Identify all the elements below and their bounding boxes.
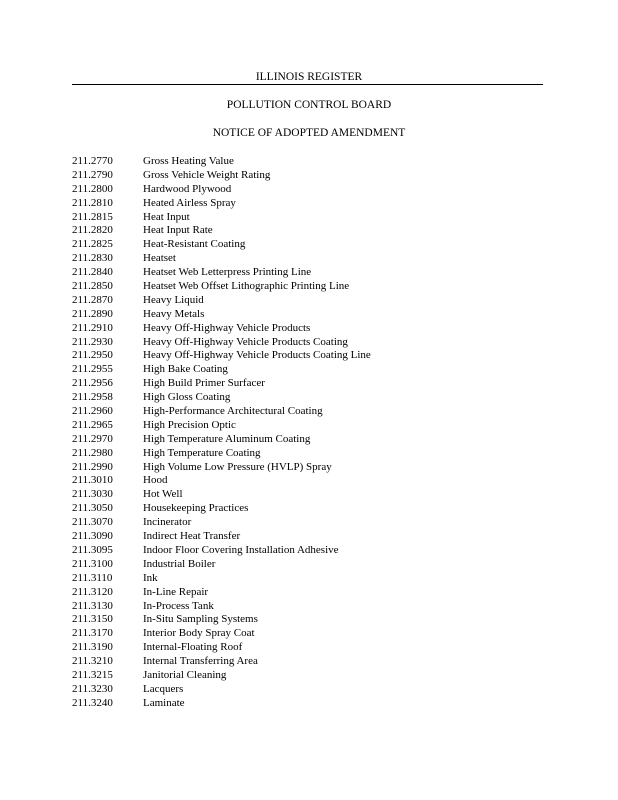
- section-entry: [72, 377, 371, 391]
- section-term: High Temperature Aluminum Coating: [143, 432, 311, 445]
- section-entry: [72, 447, 371, 461]
- section-term: Lacquers: [143, 682, 184, 695]
- section-entry: [72, 308, 371, 322]
- section-entry: [72, 572, 371, 586]
- section-term: Indoor Floor Covering Installation Adhesive: [143, 543, 339, 556]
- section-number: 211.2870: [72, 293, 113, 306]
- section-entry: [72, 238, 371, 252]
- section-number: 211.3120: [72, 585, 113, 598]
- section-term: Gross Heating Value: [143, 155, 234, 167]
- section-entry: [72, 363, 371, 377]
- section-term: Heated Airless Spray: [143, 196, 236, 209]
- section-number: 211.3050: [72, 502, 113, 515]
- section-entry: [72, 433, 371, 447]
- section-number: 211.3150: [72, 613, 113, 626]
- section-term: Ink: [143, 571, 158, 584]
- section-entry: [72, 405, 371, 419]
- section-number: 211.3130: [72, 599, 113, 612]
- section-number: 211.2910: [72, 321, 113, 334]
- section-entry: [72, 461, 371, 475]
- section-term: High Build Primer Surfacer: [143, 377, 265, 390]
- section-term: Heatset Web Letterpress Printing Line: [143, 266, 312, 279]
- section-term: Laminate: [143, 696, 185, 709]
- section-number: 211.2770: [72, 155, 113, 167]
- section-term: Heatset Web Offset Lithographic Printing Line: [143, 280, 350, 293]
- section-number: 211.3010: [72, 474, 113, 487]
- register-title: ILLINOIS REGISTER: [255, 71, 363, 83]
- section-term: Industrial Boiler: [143, 557, 216, 570]
- section-entry: [72, 544, 371, 558]
- section-number: 211.3170: [72, 627, 113, 640]
- notice-title: NOTICE OF ADOPTED AMENDMENT: [212, 127, 406, 139]
- section-number: 211.2955: [72, 363, 113, 376]
- section-term: Heavy Off-Highway Vehicle Products: [143, 321, 311, 334]
- section-entry: [72, 474, 371, 488]
- section-entry: [72, 266, 371, 280]
- section-entry: [72, 613, 371, 627]
- section-entry: [72, 641, 371, 655]
- section-number: 211.2815: [72, 210, 113, 223]
- section-number: 211.2930: [72, 335, 113, 348]
- section-term: High-Performance Architectural Coating: [143, 405, 323, 418]
- section-number: 211.3030: [72, 488, 113, 501]
- section-number: 211.2958: [72, 391, 113, 404]
- section-entry: [72, 252, 371, 266]
- section-entry: [72, 502, 371, 516]
- section-entry: [72, 294, 371, 308]
- section-term: Incinerator: [143, 516, 192, 529]
- section-entry: [72, 336, 371, 350]
- section-number: 211.2790: [72, 168, 113, 181]
- section-number: 211.3190: [72, 641, 113, 654]
- board-name: POLLUTION CONTROL BOARD: [226, 99, 392, 111]
- section-entry: [72, 558, 371, 572]
- section-term: Housekeeping Practices: [143, 502, 249, 515]
- section-entry: [72, 183, 371, 197]
- section-entry: [72, 169, 371, 183]
- section-number: 211.3070: [72, 516, 113, 529]
- section-entry: [72, 155, 371, 169]
- section-entry: [72, 586, 371, 600]
- section-term: High Volume Low Pressure (HVLP) Spray: [143, 460, 332, 473]
- section-number: 211.2840: [72, 266, 113, 279]
- section-entry: [72, 349, 371, 363]
- section-number: 211.2890: [72, 307, 113, 320]
- section-number: 211.3240: [72, 696, 113, 709]
- section-term: Hot Well: [143, 488, 183, 501]
- section-term: Hardwood Plywood: [143, 182, 232, 195]
- section-term: High Gloss Coating: [143, 391, 231, 404]
- section-entry: [72, 530, 371, 544]
- section-number: 211.2960: [72, 405, 113, 418]
- section-number: 211.3215: [72, 668, 113, 681]
- section-number: 211.3230: [72, 682, 113, 695]
- section-number: 211.2830: [72, 252, 113, 265]
- section-number: 211.2810: [72, 196, 113, 209]
- section-number: 211.2956: [72, 377, 113, 390]
- section-term: Heat Input: [143, 210, 190, 223]
- section-term: Janitorial Cleaning: [143, 668, 227, 681]
- section-term: Heavy Off-Highway Vehicle Products Coating Line: [143, 349, 371, 362]
- section-term: High Temperature Coating: [143, 446, 261, 459]
- section-list: [72, 155, 371, 711]
- section-entry: [72, 224, 371, 238]
- section-entry: [72, 600, 371, 614]
- section-number: 211.2965: [72, 418, 113, 431]
- section-term: Heavy Liquid: [143, 293, 204, 306]
- section-term: High Bake Coating: [143, 363, 228, 376]
- section-entry: [72, 419, 371, 433]
- section-number: 211.2990: [72, 460, 113, 473]
- section-term: Heat-Resistant Coating: [143, 238, 246, 251]
- section-term: Heavy Off-Highway Vehicle Products Coating: [143, 335, 348, 348]
- section-number: 211.3095: [72, 543, 113, 556]
- section-number: 211.3090: [72, 530, 113, 543]
- section-entry: [72, 211, 371, 225]
- section-term: In-Line Repair: [143, 585, 209, 598]
- section-number: 211.2950: [72, 349, 113, 362]
- section-entry: [72, 697, 371, 711]
- section-term: Gross Vehicle Weight Rating: [143, 168, 271, 181]
- section-number: 211.2980: [72, 446, 113, 459]
- section-number: 211.2825: [72, 238, 113, 251]
- section-entry: [72, 391, 371, 405]
- section-number: 211.3100: [72, 557, 113, 570]
- section-term: Heavy Metals: [143, 307, 205, 320]
- section-number: 211.2820: [72, 224, 113, 237]
- section-term: In-Situ Sampling Systems: [143, 613, 258, 626]
- section-entry: [72, 322, 371, 336]
- section-number: 211.2970: [72, 432, 113, 445]
- section-term: Internal Transferring Area: [143, 655, 258, 668]
- section-term: High Precision Optic: [143, 418, 236, 431]
- section-entry: [72, 280, 371, 294]
- section-number: 211.2850: [72, 280, 113, 293]
- section-term: Heatset: [143, 252, 176, 265]
- section-entry: [72, 516, 371, 530]
- section-term: In-Process Tank: [143, 599, 214, 612]
- section-entry: [72, 627, 371, 641]
- section-entry: [72, 488, 371, 502]
- section-term: Interior Body Spray Coat: [143, 627, 255, 640]
- section-number: 211.2800: [72, 182, 113, 195]
- section-entry: [72, 669, 371, 683]
- section-number: 211.3110: [72, 571, 113, 584]
- section-entry: [72, 683, 371, 697]
- section-term: Indirect Heat Transfer: [143, 530, 241, 543]
- section-number: 211.3210: [72, 655, 113, 668]
- header-rule: [72, 84, 543, 85]
- section-entry: [72, 197, 371, 211]
- section-term: Heat Input Rate: [143, 224, 213, 237]
- section-term: Internal-Floating Roof: [143, 641, 243, 654]
- section-term: Hood: [143, 474, 168, 487]
- section-entry: [72, 655, 371, 669]
